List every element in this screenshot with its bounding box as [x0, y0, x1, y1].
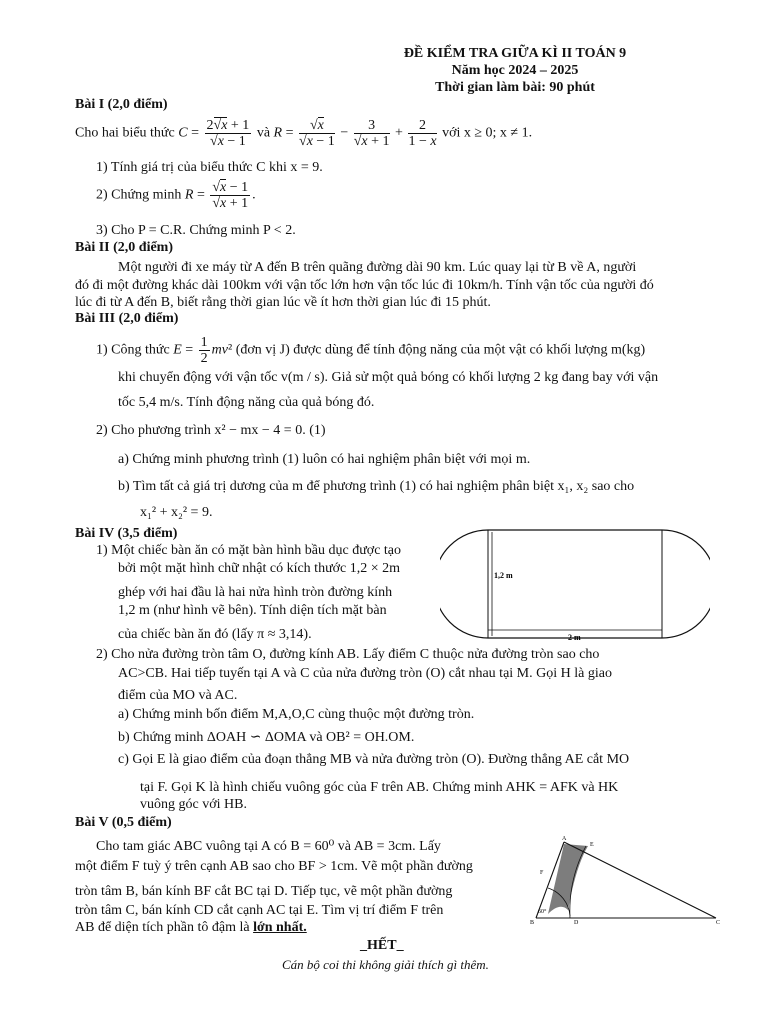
question-4-2a: a) Chứng minh bốn điểm M,A,O,C cùng thuộc một đường tròn. — [118, 707, 475, 722]
section-2-line-2: đó đi một đường khác dài 100km với vận tốc lớn hơn vận tốc lúc đi 10km/h. Tính vận tốc của người đó — [75, 278, 654, 293]
label-f: F — [540, 870, 544, 876]
section-5-line-5 — [75, 920, 307, 936]
section-1-intro: Cho hai biểu thức C = $\frac{2√x + 1}{√x - 1}$ và R = $\frac{√x}{√x - 1}$ − $\frac{3}{√x + 1}$ + $\frac{2}{1 - x}$ với x ≥ 0; x ≠ 1. — [75, 118, 533, 149]
intro-and: và — [256, 125, 271, 141]
intro-text: Cho hai biểu thức — [75, 125, 175, 141]
question-4-2b: b) Chứng minh ΔOAH ∽ ΔOMA và OB² = OH.OM. — [118, 730, 415, 745]
expr-half: $\frac{1}{2}$ — [200, 335, 208, 366]
question-3-2b-equation: x₁² + x₂² = 9. — [140, 505, 213, 520]
end-marker: _HẾT_ — [360, 938, 404, 953]
question-4-1-line-1: 1) Một chiếc bàn ăn có mặt bàn hình bầu dục được tạo — [96, 543, 402, 558]
figure-height-label: 1,2 m — [494, 571, 513, 580]
angle-label: 60° — [538, 909, 547, 915]
expr-r-result: $\frac{√x - 1}{√x + 1}$ — [212, 180, 249, 211]
question-1-3: 3) Cho P = C.R. Chứng minh P < 2. — [96, 223, 296, 238]
exam-title: ĐỀ KIỂM TRA GIỮA KÌ II TOÁN 9 — [403, 46, 627, 61]
section-2-line-3: lúc đi từ A đến B, biết rằng thời gian lúc về ít hơn thời gian lúc đi 15 phút. — [75, 295, 491, 310]
figure-width-label: 2 m — [568, 633, 581, 642]
expr-c: $\frac{2√x + 1}{√x - 1}$ — [206, 118, 250, 149]
proctor-note: Cán bộ coi thi không giải thích gì thêm. — [282, 957, 489, 972]
section-5-line-4: tròn tâm C, bán kính CD cắt cạnh AC tại E. Tìm vị trí điểm F trên — [75, 903, 444, 918]
q12-text: 2) Chứng minh — [96, 187, 182, 203]
question-3-1: 1) Công thức E = $\frac{1}{2}$ mv² (đơn vị J) được dùng để tính động năng của một vật có khối lượng m(kg) — [96, 335, 646, 366]
label-a: A — [562, 836, 567, 842]
section-3-heading: Bài III (2,0 điểm) — [75, 311, 179, 326]
section-5-line-2: một điểm F tuỳ ý trên cạnh AB sao cho BF > 1cm. Vẽ một phần đường — [75, 859, 473, 874]
section-1-heading: Bài I (2,0 điểm) — [75, 97, 168, 112]
question-4-1-line-5: của chiếc bàn ăn đó (lấy π ≈ 3,14). — [118, 627, 312, 642]
label-d: D — [574, 920, 579, 925]
q31-text: 1) Công thức — [96, 342, 170, 358]
section-5-heading: Bài V (0,5 điểm) — [75, 815, 172, 830]
section-4-heading: Bài IV (3,5 điểm) — [75, 526, 178, 541]
question-4-2c-line-3: vuông góc với HB. — [140, 797, 247, 812]
question-4-1-line-3: ghép với hai đầu là hai nửa hình tròn đường kính — [118, 585, 393, 600]
triangle-figure — [520, 830, 725, 925]
section-2-heading: Bài II (2,0 điểm) — [75, 240, 173, 255]
question-4-2-line-3: điểm của MO và AC. — [118, 688, 238, 703]
label-c: C — [716, 920, 721, 925]
q31-rest: (đơn vị J) được dùng để tính động năng của một vật có khối lượng m(kg) — [235, 342, 646, 358]
section-2-line-1: Một người đi xe máy từ A đến B trên quãng đường dài 90 km. Lúc quay lại từ B về A, người — [118, 260, 637, 275]
label-b: B — [530, 920, 535, 925]
question-4-2-line-1: 2) Cho nửa đường tròn tâm O, đường kính AB. Lấy điểm C thuộc nửa đường tròn sao cho — [96, 647, 600, 662]
question-3-2: 2) Cho phương trình x² − mx − 4 = 0. (1) — [96, 423, 326, 438]
section-5-line-3: tròn tâm B, bán kính BF cắt BC tại D. Tiếp tục, vẽ một phần đường — [75, 884, 453, 899]
expr-r3: $\frac{2}{1 - x}$ — [408, 118, 437, 149]
table-figure — [440, 526, 710, 644]
section-5-line-1: Cho tam giác ABC vuông tại A có B = 60⁰ và AB = 3cm. Lấy — [96, 839, 441, 854]
intro-condition: với x ≥ 0; x ≠ 1. — [442, 125, 533, 141]
question-3-2b: b) Tìm tất cả giá trị dương của m để phương trình (1) có hai nghiệm phân biệt x₁, x₂ sao cho — [118, 479, 635, 494]
label-e: E — [590, 842, 594, 848]
emphasis-largest: lớn nhất. — [253, 920, 307, 935]
question-4-2-line-2: AC>CB. Hai tiếp tuyến tại A và C của nửa đường tròn (O) cắt nhau tại M. Gọi H là giao — [118, 666, 612, 681]
expr-r1: $\frac{√x}{√x - 1}$ — [299, 118, 335, 149]
question-3-1-line-2: khi chuyển động với vận tốc v(m / s). Giả sử một quả bóng có khối lượng 2 kg đang bay với vận — [118, 370, 659, 385]
school-year: Năm học 2024 – 2025 — [451, 63, 579, 78]
expr-r2: $\frac{3}{√x + 1}$ — [353, 118, 390, 149]
question-4-1-line-4: 1,2 m (như hình vẽ bên). Tính diện tích mặt bàn — [118, 603, 387, 618]
section-5-line-5-text: AB để diện tích phần tô đậm là — [75, 920, 250, 935]
exam-duration: Thời gian làm bài: 90 phút — [435, 80, 595, 95]
question-3-1-line-3: tốc 5,4 m/s. Tính động năng của quả bóng đó. — [118, 395, 375, 410]
question-4-1-line-2: bởi một mặt hình chữ nhật có kích thước 1,2 × 2m — [118, 561, 401, 576]
question-3-2a: a) Chứng minh phương trình (1) luôn có hai nghiệm phân biệt với mọi m. — [118, 452, 531, 467]
question-1-2: 2) Chứng minh R = $\frac{√x - 1}{√x + 1}$ . — [96, 180, 256, 211]
question-4-2c-line-2: tại F. Gọi K là hình chiếu vuông góc của F trên AB. Chứng minh AHK = AFK và HK — [140, 780, 619, 795]
question-4-2c-line-1: c) Gọi E là giao điểm của đoạn thẳng MB và nửa đường tròn (O). Đường thẳng AE cắt MO — [118, 752, 630, 767]
question-1-1: 1) Tính giá trị của biểu thức C khi x = 9. — [96, 160, 323, 175]
